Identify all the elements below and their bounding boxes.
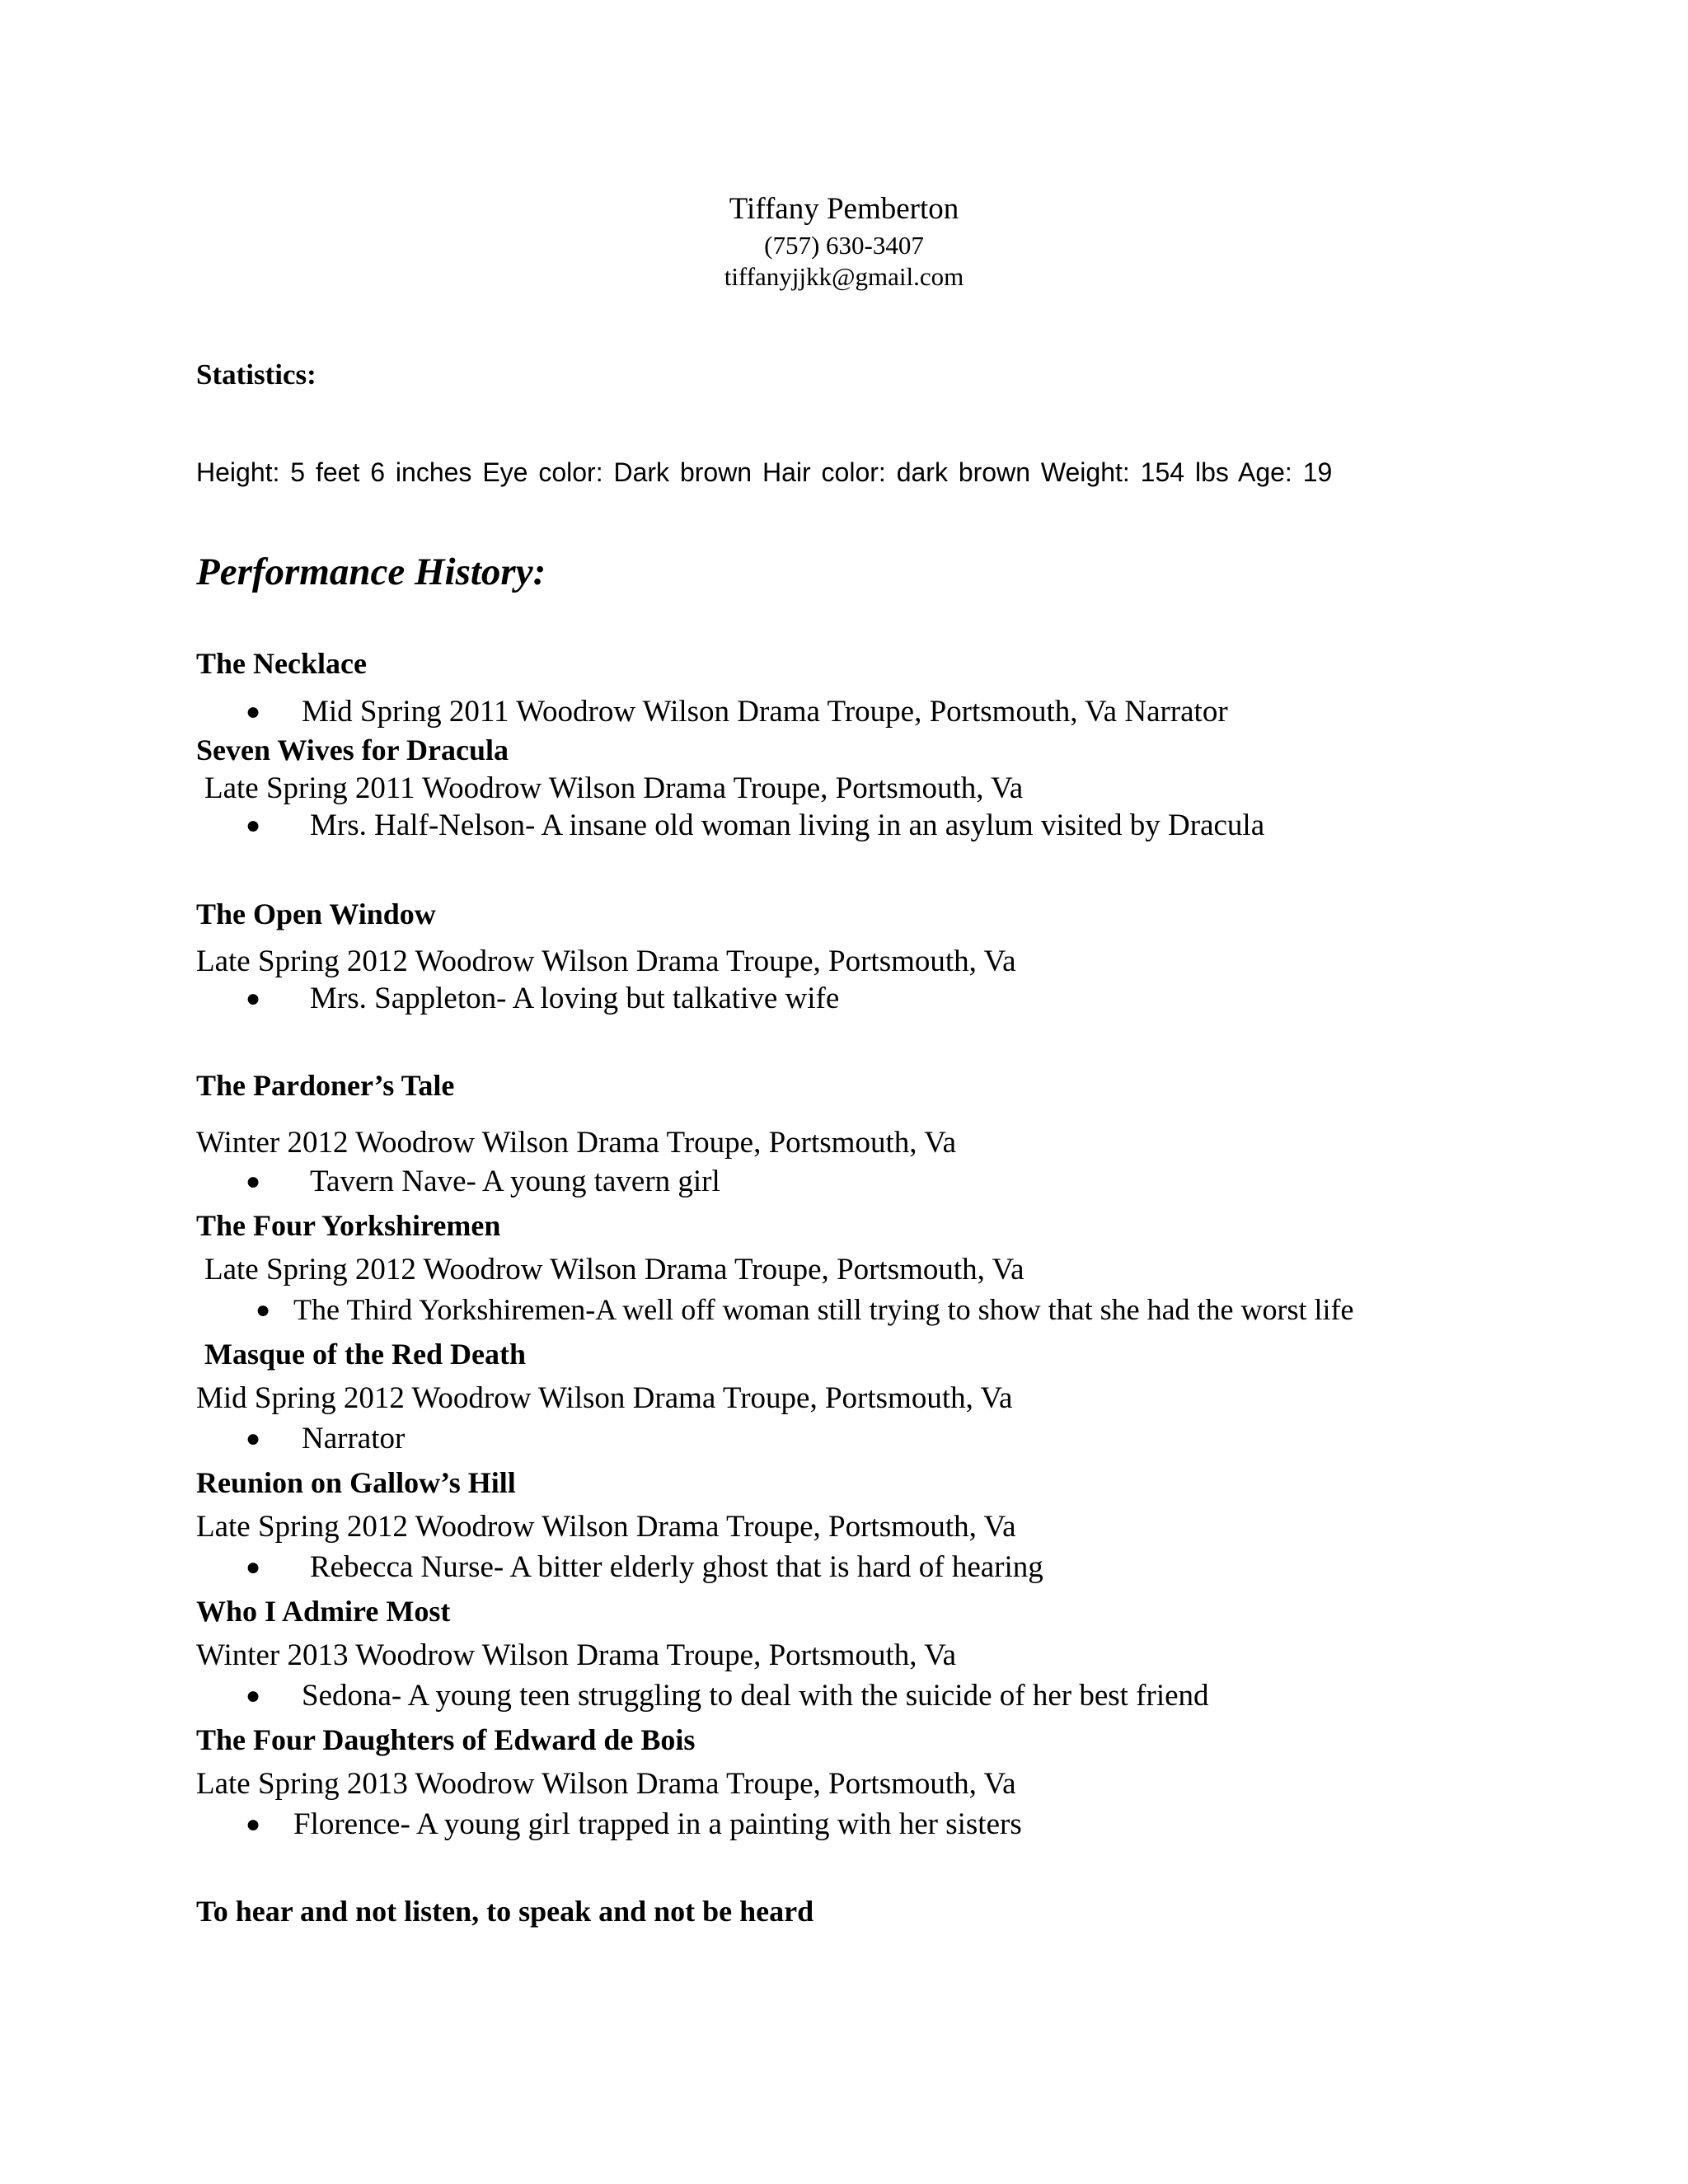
play-title: Who I Admire Most bbox=[196, 1595, 451, 1628]
production-detail: Winter 2012 Woodrow Wilson Drama Troupe, Portsmouth, Va bbox=[196, 1126, 957, 1160]
closing-line: To hear and not listen, to speak and not be heard bbox=[196, 1895, 814, 1928]
production-detail: Mid Spring 2012 Woodrow Wilson Drama Troupe, Portsmouth, Va bbox=[196, 1381, 1013, 1415]
role-description: Sedona- A young teen struggling to deal with the suicide of her best friend bbox=[302, 1679, 1209, 1713]
production-detail: Late Spring 2012 Woodrow Wilson Drama Troupe, Portsmouth, Va bbox=[196, 944, 1016, 978]
bullet-icon: ● bbox=[246, 812, 261, 839]
production-detail: Winter 2013 Woodrow Wilson Drama Troupe, Portsmouth, Va bbox=[196, 1638, 957, 1672]
role-description: Mrs. Half-Nelson- A insane old woman living in an asylum visited by Dracula bbox=[310, 808, 1265, 842]
production-detail: Late Spring 2013 Woodrow Wilson Drama Troupe, Portsmouth, Va bbox=[196, 1767, 1016, 1801]
role-description: Narrator bbox=[302, 1422, 406, 1455]
phone-number: (757) 630-3407 bbox=[764, 231, 924, 260]
role-description: The Third Yorkshiremen-A well off woman still trying to show that she had the worst life bbox=[293, 1293, 1354, 1326]
role-description: Florence- A young girl trapped in a painting with her sisters bbox=[293, 1807, 1022, 1841]
resume-name: Tiffany Pemberton bbox=[729, 192, 959, 226]
statistics-line: Height: 5 feet 6 inches Eye color: Dark brown Hair color: dark brown Weight: 154 lbs Age: 19 bbox=[196, 457, 1333, 487]
role-description: Tavern Nave- A young tavern girl bbox=[310, 1165, 720, 1198]
play-title: Masque of the Red Death bbox=[204, 1338, 526, 1371]
production-detail: Late Spring 2012 Woodrow Wilson Drama Troupe, Portsmouth, Va bbox=[196, 1510, 1016, 1544]
performance-history-heading: Performance History: bbox=[196, 551, 546, 593]
statistics-heading: Statistics: bbox=[196, 359, 316, 391]
bullet-icon: ● bbox=[246, 1425, 261, 1452]
bullet-icon: ● bbox=[256, 1296, 271, 1324]
play-title: The Four Daughters of Edward de Bois bbox=[196, 1723, 696, 1756]
email-address: tiffanyjjkk@gmail.com bbox=[724, 262, 964, 291]
play-title: The Open Window bbox=[196, 898, 436, 930]
play-title: The Four Yorkshiremen bbox=[196, 1209, 501, 1242]
bullet-icon: ● bbox=[246, 1811, 261, 1838]
bullet-icon: ● bbox=[246, 1168, 261, 1195]
role-description: Mid Spring 2011 Woodrow Wilson Drama Troupe, Portsmouth, Va Narrator bbox=[302, 695, 1228, 729]
production-detail: Late Spring 2012 Woodrow Wilson Drama Troupe, Portsmouth, Va bbox=[204, 1253, 1025, 1286]
role-description: Mrs. Sappleton- A loving but talkative wife bbox=[310, 982, 840, 1015]
play-title: The Necklace bbox=[196, 647, 367, 680]
play-title: Seven Wives for Dracula bbox=[196, 733, 509, 766]
production-detail: Late Spring 2011 Woodrow Wilson Drama Troupe, Portsmouth, Va bbox=[204, 771, 1024, 805]
play-title: Reunion on Gallow’s Hill bbox=[196, 1466, 516, 1499]
role-description: Rebecca Nurse- A bitter elderly ghost that is hard of hearing bbox=[310, 1550, 1043, 1584]
bullet-icon: ● bbox=[246, 985, 261, 1012]
bullet-icon: ● bbox=[246, 698, 261, 725]
bullet-icon: ● bbox=[246, 1682, 261, 1709]
play-title: The Pardoner’s Tale bbox=[196, 1069, 455, 1102]
bullet-icon: ● bbox=[246, 1554, 261, 1581]
